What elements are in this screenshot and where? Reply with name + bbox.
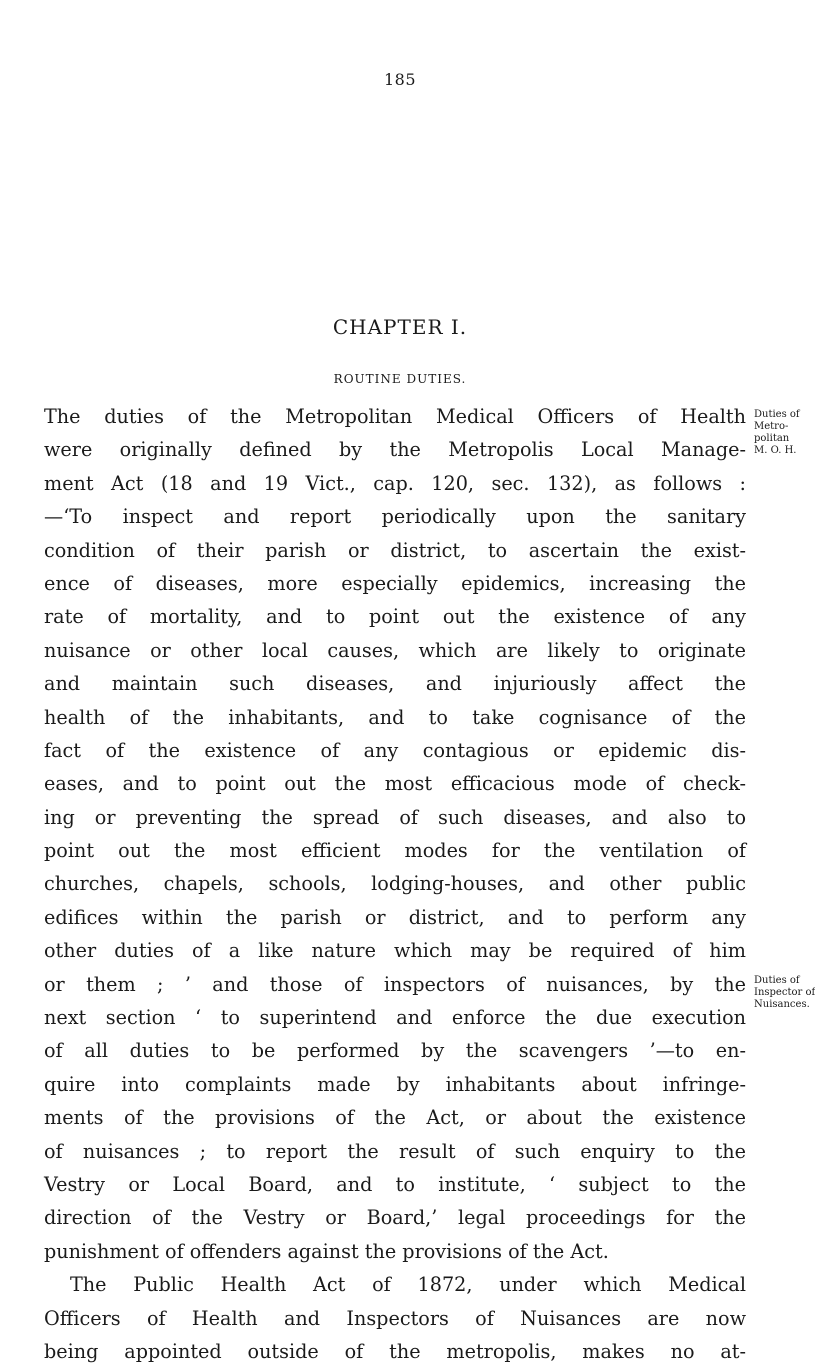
text-line: and maintain such diseases, and injuriously affect the	[44, 672, 746, 696]
text-line: Officers of Health and Inspectors of Nuisances are now	[44, 1306, 746, 1330]
text-line: ments of the provisions of the Act, or about the existence	[44, 1106, 746, 1130]
margin-note-line: M. O. H.	[754, 445, 797, 456]
text-line: other duties of a like nature which may be required of him	[44, 939, 746, 963]
text-line: next section ‘ to superintend and enforce the due execution	[44, 1006, 746, 1030]
chapter-title: CHAPTER I.	[332, 315, 468, 339]
text-line: of nuisances ; to report the result of such enquiry to the	[44, 1139, 746, 1163]
text-line: being appointed outside of the metropolis, makes no at-	[44, 1339, 746, 1363]
text-line: quire into complaints made by inhabitants about infringe-	[44, 1072, 746, 1096]
margin-note-line: politan	[754, 433, 790, 444]
margin-note-line: Nuisances.	[754, 999, 810, 1010]
text-line: Vestry or Local Board, and to institute, ‘ subject to the	[44, 1172, 746, 1196]
text-line: eases, and to point out the most efficacious mode of check-	[44, 772, 746, 796]
margin-note-line: Metro-	[754, 421, 789, 432]
margin-note-line: Inspector of	[754, 987, 815, 998]
text-line: health of the inhabitants, and to take cognisance of the	[44, 705, 746, 729]
text-line: or them ; ’ and those of inspectors of nuisances, by the	[44, 972, 746, 996]
margin-note-inspector-duties	[754, 975, 815, 1011]
text-line: The duties of the Metropolitan Medical Officers of Health	[44, 405, 746, 428]
text-line: churches, chapels, schools, lodging-houses, and other public	[44, 872, 746, 896]
margin-note-line: Duties of	[754, 409, 800, 420]
text-line: fact of the existence of any contagious or epidemic dis-	[44, 738, 746, 762]
text-line: punishment of offenders against the provisions of the Act.	[44, 1239, 609, 1263]
text-line: ence of diseases, more especially epidemics, increasing the	[44, 571, 746, 595]
text-line: condition of their parish or district, to ascertain the exist-	[44, 538, 746, 562]
body-text	[44, 400, 746, 1368]
text-line: nuisance or other local causes, which are likely to originate	[44, 638, 746, 662]
text-line: rate of mortality, and to point out the existence of any	[44, 605, 746, 629]
text-line: point out the most efficient modes for the ventilation of	[44, 839, 746, 863]
text-line: edifices within the parish or district, and to perform any	[44, 905, 746, 929]
text-line: ing or preventing the spread of such diseases, and also to	[44, 805, 746, 829]
text-line: were originally defined by the Metropolis Local Manage-	[44, 438, 746, 462]
text-line: direction of the Vestry or Board,’ legal proceedings for the	[44, 1206, 746, 1230]
margin-note-line: Duties of	[754, 975, 800, 986]
text-line: ment Act (18 and 19 Vict., cap. 120, sec. 132), as follows :	[44, 471, 746, 495]
text-line: of all duties to be performed by the scavengers ’—to en-	[44, 1039, 746, 1063]
page-number: 185	[383, 70, 417, 89]
text-line: —‘To inspect and report periodically upon the sanitary	[44, 505, 746, 529]
text-line: The Public Health Act of 1872, under which Medical	[70, 1273, 746, 1297]
section-title: ROUTINE DUTIES.	[333, 372, 467, 386]
margin-note-moh-duties	[754, 409, 800, 457]
